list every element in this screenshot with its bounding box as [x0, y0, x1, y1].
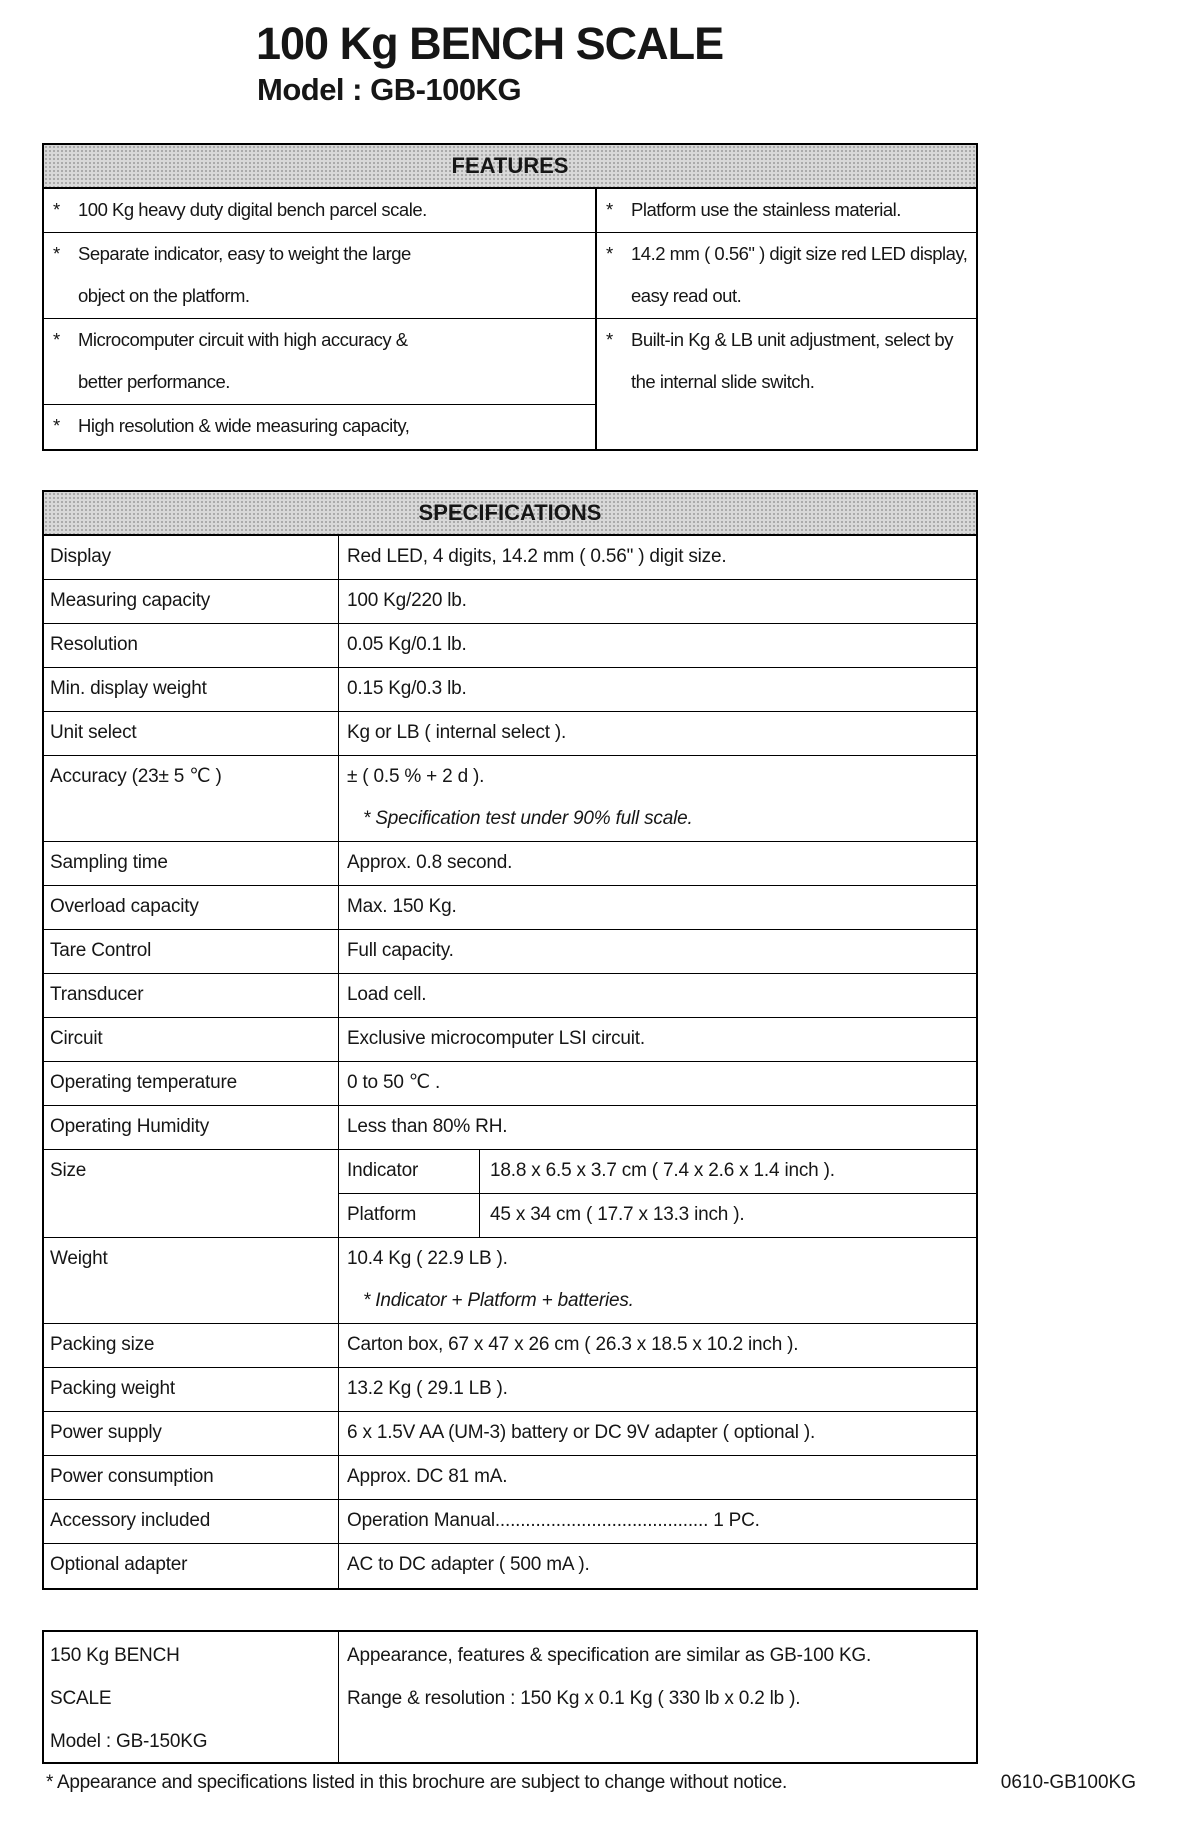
- spec-row-transducer: [44, 974, 976, 1018]
- spec-value: Less than 80% RH.: [347, 1116, 508, 1137]
- spec-note: * Specification test under 90% full scale.: [363, 808, 693, 829]
- spec-value: [339, 756, 976, 841]
- spec-value: Approx. DC 81 mA.: [347, 1466, 508, 1487]
- spec-label: Measuring capacity: [44, 580, 339, 623]
- spec-row-circuit: [44, 1018, 976, 1062]
- page-title: 100 Kg BENCH SCALE: [256, 18, 724, 69]
- spec-row-weight: [44, 1238, 976, 1324]
- model-subtitle: Model : GB-100KG: [257, 72, 522, 107]
- spec-label: Weight: [44, 1238, 339, 1323]
- footer-document-code: 0610-GB100KG: [1000, 1772, 1136, 1793]
- feature-item: [44, 319, 595, 405]
- size-subvalue: 45 x 34 cm ( 17.7 x 13.3 inch ).: [490, 1204, 745, 1225]
- variant-model-line: Model : GB-150KG: [50, 1731, 208, 1752]
- spec-label: Accuracy (23± 5 ℃ ): [44, 756, 339, 841]
- feature-line: better performance.: [78, 371, 230, 392]
- feature-line: 14.2 mm ( 0.56" ) digit size red LED display,: [631, 243, 968, 264]
- spec-label: Unit select: [44, 712, 339, 755]
- spec-label: Display: [44, 536, 339, 579]
- footer-disclaimer: * Appearance and specifications listed in this brochure are subject to change without notice.: [46, 1772, 788, 1793]
- feature-line: easy read out.: [631, 285, 742, 306]
- variant-description-line: Range & resolution : 150 Kg x 0.1 Kg ( 330 lb x 0.2 lb ).: [347, 1688, 801, 1709]
- features-body: [44, 189, 976, 449]
- feature-item: [44, 405, 595, 449]
- spec-row-resolution: [44, 624, 976, 668]
- size-subrow-indicator: [339, 1150, 976, 1194]
- spec-value: Max. 150 Kg.: [347, 896, 457, 917]
- specifications-header: SPECIFICATIONS: [44, 492, 976, 536]
- features-left-column: [44, 189, 597, 449]
- spec-row-packing-size: [44, 1324, 976, 1368]
- spec-row-unit-select: [44, 712, 976, 756]
- spec-value: Full capacity.: [347, 940, 454, 961]
- spec-row-size: [44, 1150, 976, 1238]
- spec-value: Exclusive microcomputer LSI circuit.: [347, 1028, 645, 1049]
- feature-line: Microcomputer circuit with high accuracy &: [78, 329, 408, 350]
- spec-label: Power supply: [44, 1412, 339, 1455]
- spec-note: * Indicator + Platform + batteries.: [363, 1290, 634, 1311]
- spec-value: Load cell.: [347, 984, 427, 1005]
- variant-model-cell: [44, 1632, 339, 1762]
- feature-line: High resolution & wide measuring capacity,: [78, 415, 410, 436]
- spec-label: Transducer: [44, 974, 339, 1017]
- spec-row-packing-weight: [44, 1368, 976, 1412]
- spec-label: Resolution: [44, 624, 339, 667]
- spec-label: Packing size: [44, 1324, 339, 1367]
- spec-value: Kg or LB ( internal select ).: [347, 722, 567, 743]
- spec-value: Carton box, 67 x 47 x 26 cm ( 26.3 x 18.5 x 10.2 inch ).: [347, 1334, 799, 1355]
- feature-item: [44, 233, 595, 319]
- variant-model-line: 150 Kg BENCH: [50, 1645, 180, 1666]
- spec-label: Power consumption: [44, 1456, 339, 1499]
- spec-row-power-consumption: [44, 1456, 976, 1500]
- spec-label: Size: [44, 1150, 339, 1237]
- feature-bullet: *: [53, 415, 60, 436]
- feature-item: [44, 189, 595, 233]
- feature-line: the internal slide switch.: [631, 371, 815, 392]
- spec-row-power-supply: [44, 1412, 976, 1456]
- variant-table: [42, 1630, 978, 1764]
- feature-item: [597, 233, 976, 319]
- spec-row-accuracy: [44, 756, 976, 842]
- feature-bullet: *: [53, 199, 60, 220]
- variant-description-line: Appearance, features & specification are similar as GB-100 KG.: [347, 1645, 872, 1666]
- feature-item: [597, 319, 976, 449]
- feature-bullet: *: [606, 243, 613, 264]
- spec-label: Sampling time: [44, 842, 339, 885]
- feature-bullet: *: [53, 243, 60, 264]
- spec-value: Approx. 0.8 second.: [347, 852, 513, 873]
- spec-label: Packing weight: [44, 1368, 339, 1411]
- spec-row-sampling-time: [44, 842, 976, 886]
- spec-row-optional-adapter: [44, 1544, 976, 1588]
- spec-row-accessory-included: [44, 1500, 976, 1544]
- variant-description-cell: [339, 1632, 976, 1762]
- variant-model-line: SCALE: [50, 1688, 112, 1709]
- size-subvalue: 18.8 x 6.5 x 3.7 cm ( 7.4 x 2.6 x 1.4 inch ).: [490, 1160, 835, 1181]
- spec-row-operating-humidity: [44, 1106, 976, 1150]
- spec-label: Operating temperature: [44, 1062, 339, 1105]
- features-header: FEATURES: [44, 145, 976, 189]
- size-subname: Platform: [339, 1194, 480, 1237]
- spec-value: 100 Kg/220 lb.: [347, 590, 467, 611]
- spec-row-display: [44, 536, 976, 580]
- feature-line: Built-in Kg & LB unit adjustment, select by: [631, 329, 953, 350]
- spec-row-measuring-capacity: [44, 580, 976, 624]
- spec-value: 0 to 50 ℃ .: [347, 1072, 441, 1093]
- feature-line: object on the platform.: [78, 285, 250, 306]
- spec-row-operating-temperature: [44, 1062, 976, 1106]
- spec-value: Operation Manual.......................................... 1 PC.: [347, 1510, 760, 1531]
- spec-label: Min. display weight: [44, 668, 339, 711]
- spec-row-overload-capacity: [44, 886, 976, 930]
- spec-value: 0.15 Kg/0.3 lb.: [347, 678, 467, 699]
- spec-value: 6 x 1.5V AA (UM-3) battery or DC 9V adapter ( optional ).: [347, 1422, 816, 1443]
- spec-label: Circuit: [44, 1018, 339, 1061]
- spec-row-tare-control: [44, 930, 976, 974]
- feature-line: Platform use the stainless material.: [631, 199, 901, 220]
- spec-value: Red LED, 4 digits, 14.2 mm ( 0.56" ) digit size.: [347, 546, 727, 567]
- feature-item: [597, 189, 976, 233]
- size-subrow-platform: [339, 1194, 976, 1237]
- spec-value: AC to DC adapter ( 500 mA ).: [347, 1554, 590, 1575]
- feature-line: 100 Kg heavy duty digital bench parcel scale.: [78, 199, 427, 220]
- spec-row-min-display-weight: [44, 668, 976, 712]
- features-table: [42, 143, 978, 451]
- feature-bullet: *: [606, 329, 613, 350]
- features-right-column: [597, 189, 976, 449]
- spec-label: Optional adapter: [44, 1544, 339, 1588]
- spec-value-line: ± ( 0.5 % + 2 d ).: [347, 766, 485, 787]
- spec-label: Tare Control: [44, 930, 339, 973]
- feature-bullet: *: [606, 199, 613, 220]
- feature-line: Separate indicator, easy to weight the large: [78, 243, 411, 264]
- size-subtable: [339, 1150, 976, 1237]
- spec-value: 0.05 Kg/0.1 lb.: [347, 634, 467, 655]
- spec-label: Operating Humidity: [44, 1106, 339, 1149]
- size-subname: Indicator: [339, 1150, 480, 1193]
- spec-label: Overload capacity: [44, 886, 339, 929]
- spec-label: Accessory included: [44, 1500, 339, 1543]
- spec-value: [339, 1238, 976, 1323]
- spec-value-line: 10.4 Kg ( 22.9 LB ).: [347, 1248, 508, 1269]
- feature-bullet: *: [53, 329, 60, 350]
- spec-value: 13.2 Kg ( 29.1 LB ).: [347, 1378, 508, 1399]
- specifications-table: [42, 490, 978, 1590]
